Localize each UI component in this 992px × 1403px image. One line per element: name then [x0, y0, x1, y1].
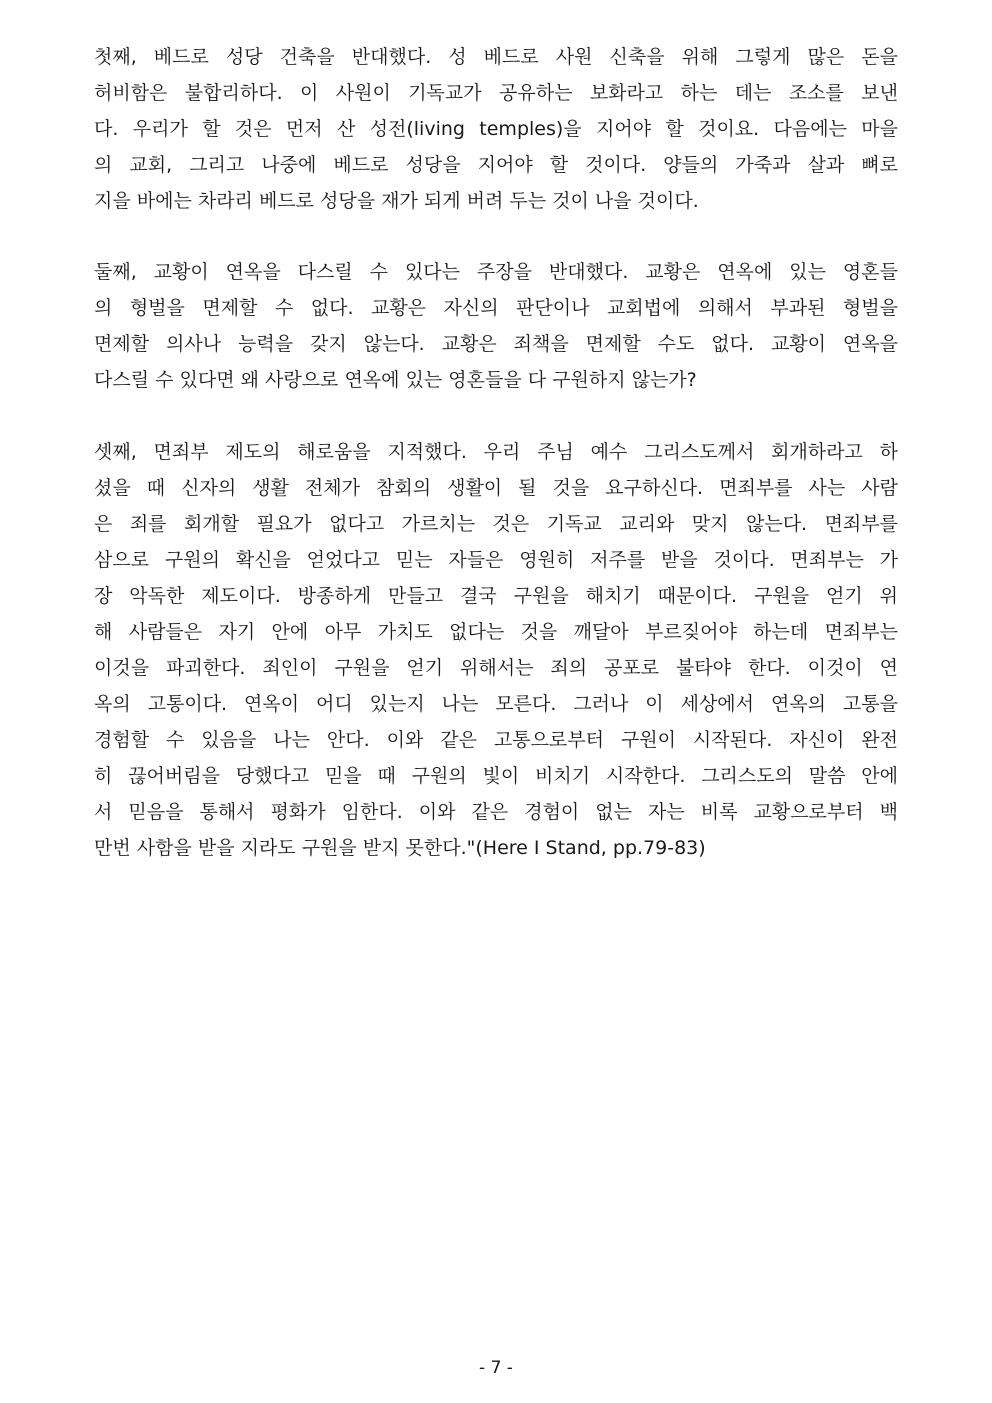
paragraph-line: 이것을 파괴한다. 죄인이 구원을 얻기 위해서는 죄의 공포로 불타야 한다. 이것이 연 — [94, 657, 898, 679]
paragraph-line: 의 형벌을 면제할 수 없다. 교황은 자신의 판단이나 교회법에 의해서 부과된 형벌을 — [94, 297, 898, 319]
paragraph-line: 삼으로 구원의 확신을 얻었다고 믿는 자들은 영원히 저주를 받을 것이다. 면죄부는 가 — [94, 549, 898, 571]
paragraph-line: 해 사람들은 자기 안에 아무 가치도 없다는 것을 깨달아 부르짖어야 하는데 면죄부는 — [94, 621, 898, 643]
paragraph-line: 의 교회, 그리고 나중에 베드로 성당을 지어야 할 것이다. 양들의 가죽과 살과 뼈로 — [94, 154, 898, 176]
paragraph-line: 셋째, 면죄부 제도의 해로움을 지적했다. 우리 주님 예수 그리스도께서 회개하라고 하 — [94, 441, 898, 463]
paragraph-line: 옥의 고통이다. 연옥이 어디 있는지 나는 모른다. 그러나 이 세상에서 연옥의 고통을 — [94, 693, 898, 715]
paragraph-line: 만번 사함을 받을 지라도 구원을 받지 못한다."(Here I Stand, pp.79-83) — [94, 837, 706, 859]
paragraph-line: 허비함은 불합리하다. 이 사원이 기독교가 공유하는 보화라고 하는 데는 조소를 보낸 — [94, 82, 898, 104]
paragraph-line: 히 끊어버림을 당했다고 믿을 때 구원의 빛이 비치기 시작한다. 그리스도의 말씀 안에 — [94, 765, 898, 787]
paragraph-line: 둘째, 교황이 연옥을 다스릴 수 있다는 주장을 반대했다. 교황은 연옥에 있는 영혼들 — [94, 261, 898, 283]
paragraph-line: 은 죄를 회개할 필요가 없다고 가르치는 것은 기독교 교리와 맞지 않는다. 면죄부를 — [94, 513, 898, 535]
paragraph-line: 서 믿음을 통해서 평화가 임한다. 이와 같은 경험이 없는 자는 비록 교황으로부터 백 — [94, 801, 898, 823]
paragraph-line: 지을 바에는 차라리 베드로 성당을 재가 되게 버려 두는 것이 나을 것이다. — [94, 190, 699, 212]
paragraph-line: 면제할 의사나 능력을 갖지 않는다. 교황은 죄책을 면제할 수도 없다. 교황이 연옥을 — [94, 333, 898, 355]
paragraph-line: 다스릴 수 있다면 왜 사랑으로 연옥에 있는 영혼들을 다 구원하지 않는가? — [94, 369, 697, 391]
paragraph-line: 셨을 때 신자의 생활 전체가 참회의 생활이 될 것을 요구하신다. 면죄부를 사는 사람 — [94, 477, 898, 499]
paragraph-line: 첫째, 베드로 성당 건축을 반대했다. 성 베드로 사원 신축을 위해 그렇게 많은 돈을 — [94, 46, 898, 68]
paragraph-line: 다. 우리가 할 것은 먼저 산 성전(living temples)을 지어야 할 것이요. 다음에는 마을 — [94, 118, 898, 140]
paragraph-line: 경험할 수 있음을 나는 안다. 이와 같은 고통으로부터 구원이 시작된다. 자신이 완전 — [94, 729, 898, 751]
paragraph-line: 장 악독한 제도이다. 방종하게 만들고 결국 구원을 해치기 때문이다. 구원을 얻기 위 — [94, 585, 898, 607]
page-number: - 7 - — [479, 1358, 513, 1378]
